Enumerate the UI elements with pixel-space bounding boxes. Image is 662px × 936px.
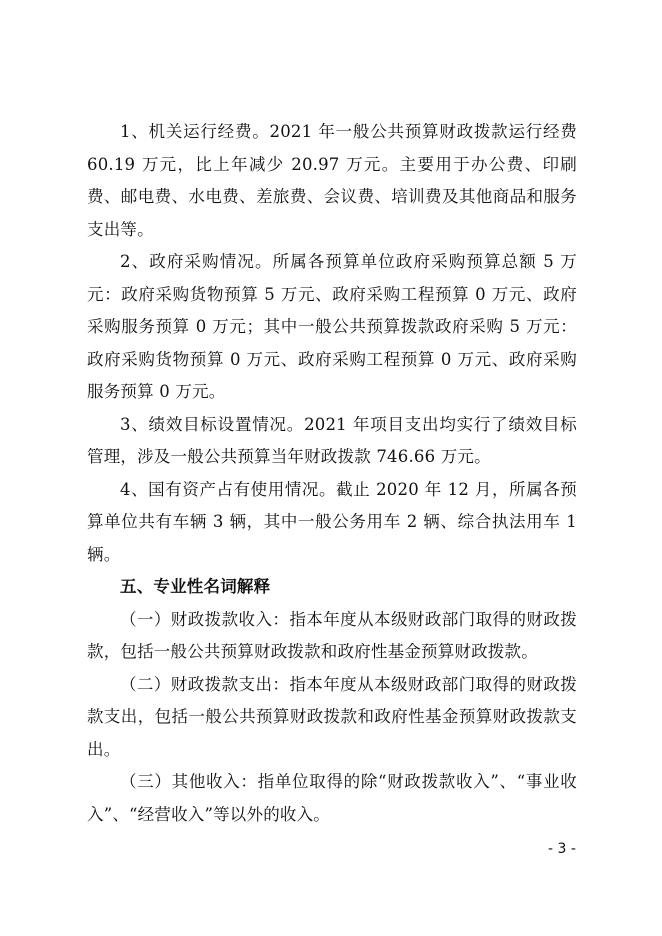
- paragraph-state-assets: 4、国有资产占有使用情况。截止 2020 年 12 月，所属各预算单位共有车辆 3 辆，其中一般公务用车 2 辆、综合执法用车 1 辆。: [87, 479, 577, 564]
- section-heading-terminology: 五、专业性名词解释: [120, 577, 271, 596]
- paragraph-government-procurement: 2、政府采购情况。所属各预算单位政府采购预算总额 5 万元：政府采购货物预算 5 万元、政府采购工程预算 0 万元、政府采购服务预算 0 万元；其中一般公共预算拨款政府采购 5 万元：政府采购货物预算 0 万元、政府采购工程预算 0 万元、政府采购服务预算 0 万元。: [87, 252, 577, 401]
- page-number: - 3 -: [548, 841, 576, 857]
- paragraph-performance-targets: 3、绩效目标设置情况。2021 年项目支出均实行了绩效目标管理，涉及一般公共预算当年财政拨款 746.66 万元。: [87, 414, 577, 466]
- definition-fiscal-appropriation-income: （一）财政拨款收入：指本年度从本级财政部门取得的财政拨款，包括一般公共预算财政拨款和政府性基金预算财政拨款。: [87, 609, 577, 661]
- definition-other-income: （三）其他收入：指单位取得的除“财政拨款收入”、“事业收入”、“经营收入”等以外的收入。: [87, 772, 577, 824]
- document-body: [87, 116, 577, 831]
- paragraph-operating-expenses: 1、机关运行经费。2021 年一般公共预算财政拨款运行经费 60.19 万元，比上年减少 20.97 万元。主要用于办公费、印刷费、邮电费、水电费、差旅费、会议费、培训费及其他商品和服务支出等。: [87, 122, 577, 239]
- definition-fiscal-appropriation-expenditure: （二）财政拨款支出：指本年度从本级财政部门取得的财政拨款支出，包括一般公共预算财政拨款和政府性基金预算财政拨款支出。: [87, 674, 577, 759]
